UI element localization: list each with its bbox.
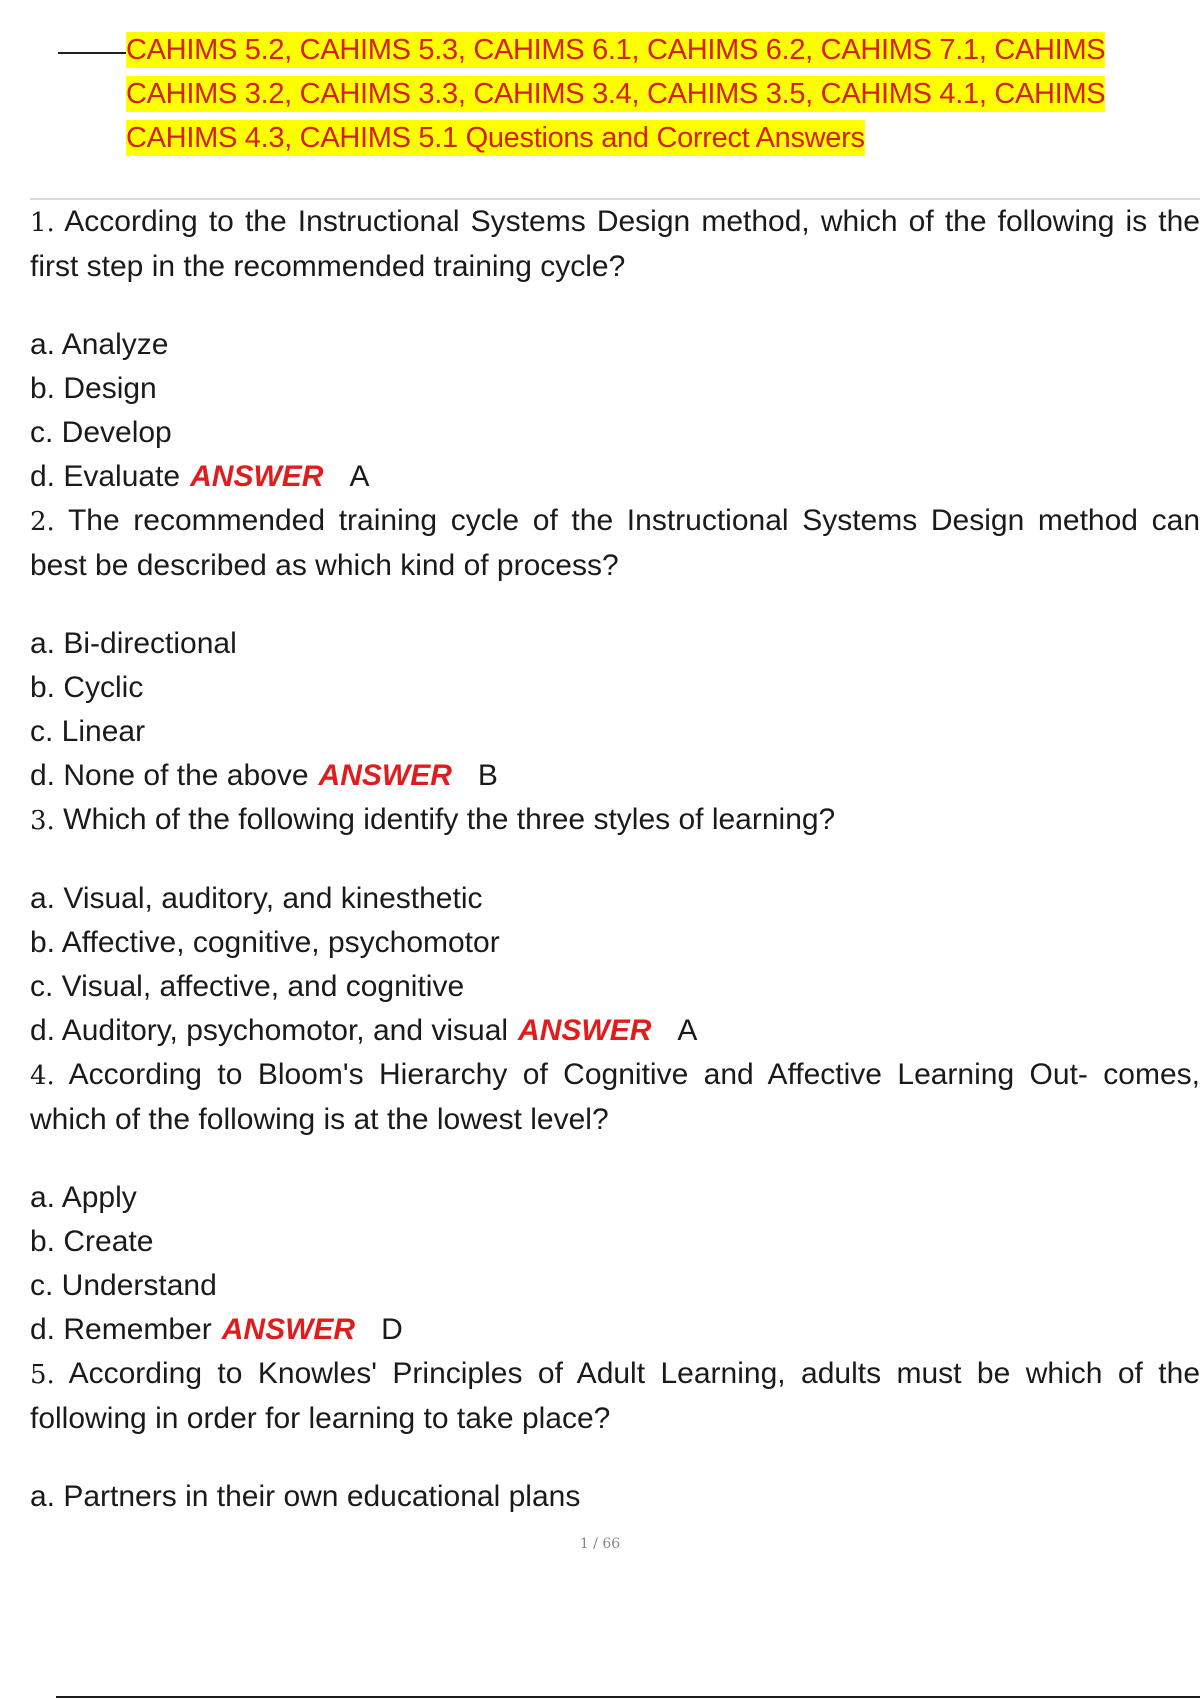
question-4-number: 4. <box>30 1061 55 1091</box>
question-2-answer-label: ANSWER <box>318 759 452 792</box>
question-1-option-d: d. Evaluate <box>30 460 181 493</box>
question-1-answer: A <box>349 460 370 493</box>
question-1 <box>30 200 1200 499</box>
title-line-2 <box>126 72 1200 116</box>
question-4-option-c: c. Understand <box>30 1269 217 1302</box>
question-4 <box>30 1053 1200 1352</box>
question-1-option-c: c. Develop <box>30 416 172 449</box>
title-line-1 <box>126 28 1200 72</box>
question-1-text <box>30 200 1200 289</box>
question-1-stem: According to the Instructional Systems Design method, which of the following is the first step in the recommended training cycle? <box>30 205 1200 283</box>
question-2 <box>30 499 1200 798</box>
question-3-option-a: a. Visual, auditory, and kinesthetic <box>30 882 483 915</box>
question-4-text <box>30 1053 1200 1142</box>
question-2-number: 2. <box>30 507 55 537</box>
title-line-1-text: CAHIMS 5.2, CAHIMS 5.3, CAHIMS 6.1, CAHIMS 6.2, CAHIMS 7.1, CAHIMS <box>126 34 1106 66</box>
question-5-text <box>30 1352 1200 1441</box>
question-2-stem: The recommended training cycle of the Instructional Systems Design method can best be described as which kind of process? <box>30 504 1200 582</box>
question-2-option-d-line <box>30 754 1200 798</box>
question-1-number: 1. <box>30 208 55 238</box>
footer-rule <box>56 1696 1200 1698</box>
question-4-option-b: b. Create <box>30 1225 154 1258</box>
question-2-option-d: d. None of the above <box>30 759 309 792</box>
question-2-text <box>30 499 1200 588</box>
question-2-answer: B <box>477 759 498 792</box>
question-2-option-a: a. Bi-directional <box>30 627 237 660</box>
page-number: 1 / 66 <box>579 1536 621 1552</box>
question-5 <box>30 1352 1200 1519</box>
question-2-option-b: b. Cyclic <box>30 671 144 704</box>
question-3-option-d-line <box>30 1009 1200 1053</box>
question-3-answer: A <box>677 1014 698 1047</box>
question-3-answer-label: ANSWER <box>518 1014 652 1047</box>
question-5-number: 5. <box>30 1360 55 1390</box>
title-lines <box>126 28 1200 160</box>
question-3-option-c: c. Visual, affective, and cognitive <box>30 970 465 1003</box>
question-2-option-c: c. Linear <box>30 715 146 748</box>
title-leader-rule <box>58 52 126 54</box>
title-line-3-text: CAHIMS 4.3, CAHIMS 5.1 Questions and Correct Answers <box>126 122 865 154</box>
question-5-option-a: a. Partners in their own educational plans <box>30 1480 581 1513</box>
question-4-option-d-line <box>30 1308 1200 1352</box>
question-4-answer-label: ANSWER <box>221 1313 356 1346</box>
question-list <box>30 200 1200 1519</box>
question-1-option-d-line <box>30 455 1200 499</box>
question-1-option-b: b. Design <box>30 372 157 405</box>
question-3-text <box>30 798 1200 843</box>
question-5-stem: According to Knowles' Principles of Adult Learning, adults must be which of the following in order for learning to take place? <box>30 1357 1200 1435</box>
question-3-number: 3. <box>30 806 55 836</box>
question-4-stem: According to Bloom's Hierarchy of Cognitive and Affective Learning Out- comes, which of the following is at the lowest level? <box>30 1058 1200 1136</box>
question-3-option-b: b. Affective, cognitive, psychomotor <box>30 926 500 959</box>
question-3-option-d: d. Auditory, psychomotor, and visual <box>30 1014 509 1047</box>
question-4-option-d: d. Remember <box>30 1313 212 1346</box>
question-4-option-a: a. Apply <box>30 1181 137 1214</box>
question-3 <box>30 798 1200 1053</box>
question-1-option-a: a. Analyze <box>30 328 169 361</box>
title-line-3 <box>126 116 1200 160</box>
question-1-answer-label: ANSWER <box>190 460 324 493</box>
title-line-2-text: CAHIMS 3.2, CAHIMS 3.3, CAHIMS 3.4, CAHIMS 3.5, CAHIMS 4.1, CAHIMS <box>126 78 1106 110</box>
question-3-stem: Which of the following identify the three styles of learning? <box>63 803 836 836</box>
question-4-answer: D <box>381 1313 403 1346</box>
